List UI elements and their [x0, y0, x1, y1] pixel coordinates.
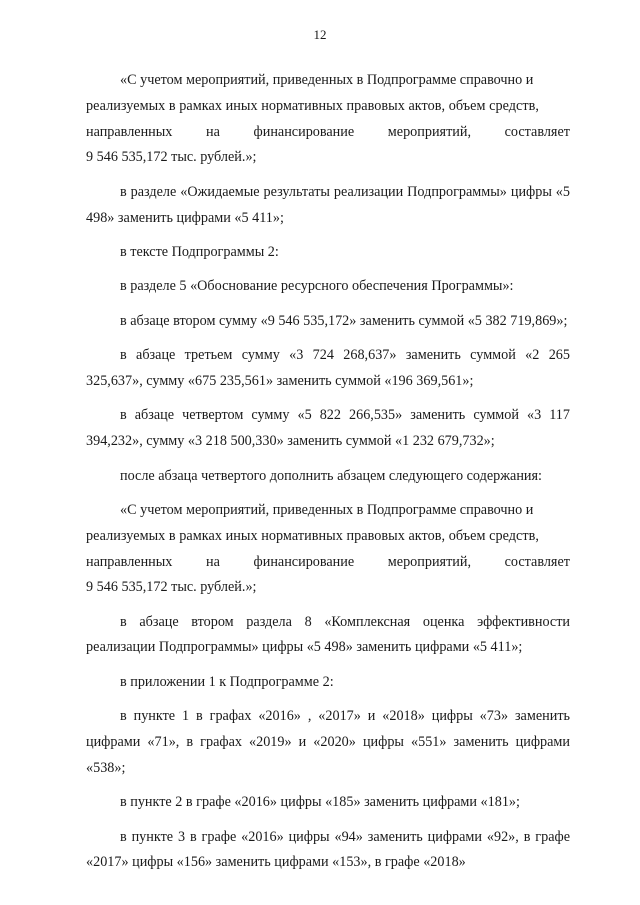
- paragraph-subprogram-text: в тексте Подпрограммы 2:: [120, 243, 279, 260]
- word: мероприятий,: [387, 553, 471, 570]
- word: финансирование: [253, 553, 355, 570]
- paragraph-item-1: в пункте 1 в графах «2016» , «2017» и «2018» цифры «73» заменить цифрами «71», в графах «2019» и «2020» цифры «551» заменить цифрами «538»;: [86, 708, 570, 776]
- paragraph-second-abzac: в абзаце втором сумму «9 546 535,172» заменить суммой «5 382 719,869»;: [120, 312, 568, 329]
- paragraph-quote-1: [86, 68, 570, 171]
- paragraph-line: «С учетом мероприятий, приведенных в Подпрограмме справочно и: [120, 72, 534, 88]
- paragraph-line: 9 546 535,172 тыс. рублей.»;: [86, 149, 257, 166]
- paragraph-third-abzac: в абзаце третьем сумму «3 724 268,637» заменить суммой «2 265 325,637», сумму «675 235,561» заменить суммой «196 369,561»;: [86, 347, 570, 389]
- paragraph-line-justified: [86, 550, 570, 576]
- paragraph-section-8: в абзаце втором раздела 8 «Комплексная оценка эффективности реализации Подпрограммы» цифры «5 498» заменить цифрами «5 411»;: [86, 613, 570, 656]
- paragraph-line: «С учетом мероприятий, приведенных в Подпрограмме справочно и: [120, 501, 534, 518]
- paragraph-line: реализуемых в рамках иных нормативных правовых актов, объем средств,: [86, 97, 539, 114]
- word: направленных: [86, 553, 173, 570]
- paragraph-line: реализуемых в рамках иных нормативных правовых актов, объем средств,: [86, 527, 539, 544]
- word: на: [206, 123, 220, 140]
- word: составляет: [504, 553, 570, 570]
- paragraph-appendix-1: в приложении 1 к Подпрограмме 2:: [120, 673, 334, 690]
- document-body: [86, 68, 570, 885]
- word: финансирование: [253, 123, 355, 140]
- paragraph-item-2: в пункте 2 в графе «2016» цифры «185» заменить цифрами «181»;: [120, 794, 520, 811]
- paragraph-section-5: в разделе 5 «Обоснование ресурсного обеспечения Программы»:: [120, 278, 514, 295]
- word: мероприятий,: [387, 123, 471, 140]
- page-number: 12: [313, 27, 327, 42]
- word: на: [206, 553, 220, 570]
- paragraph-quote-2: [86, 498, 570, 601]
- paragraph-line-justified: [86, 120, 570, 146]
- paragraph-item-3: в пункте 3 в графе «2016» цифры «94» заменить цифрами «92», в графе «2017» цифры «156» заменить цифрами «153», в графе «2018»: [86, 828, 570, 871]
- paragraph-expected-results: в разделе «Ожидаемые результаты реализации Подпрограммы» цифры «5 498» заменить цифрами «5 411»;: [86, 183, 570, 226]
- paragraph-line: 9 546 535,172 тыс. рублей.»;: [86, 579, 257, 596]
- word: составляет: [504, 123, 570, 140]
- paragraph-add-abzac: после абзаца четвертого дополнить абзацем следующего содержания:: [120, 467, 542, 484]
- word: направленных: [86, 123, 173, 140]
- paragraph-fourth-abzac: в абзаце четвертом сумму «5 822 266,535» заменить суммой «3 117 394,232», сумму «3 218 500,330» заменить суммой «1 232 679,732»;: [86, 407, 570, 450]
